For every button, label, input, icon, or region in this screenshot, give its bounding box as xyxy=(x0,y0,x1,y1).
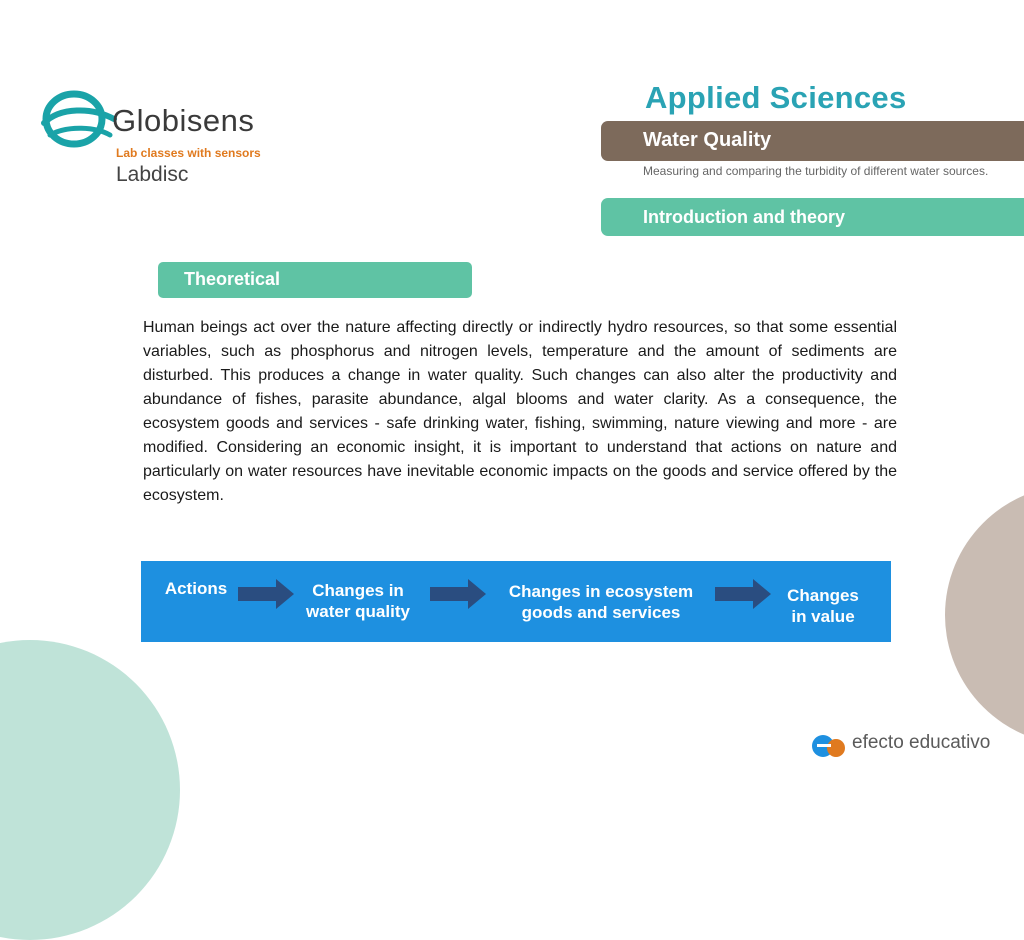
flow-step-value xyxy=(771,585,875,627)
flow-step-actions xyxy=(151,578,241,599)
category-title: Applied Sciences xyxy=(645,80,907,115)
theoretical-heading: Theoretical xyxy=(184,269,281,289)
flow-step-line: in value xyxy=(791,607,855,626)
decorative-circle-right xyxy=(945,485,1024,745)
globisens-logo xyxy=(40,85,280,195)
page-title: Water Quality xyxy=(643,129,772,151)
flow-step-line: water quality xyxy=(306,602,410,621)
page-subtitle: Measuring and comparing the turbidity of different water sources. xyxy=(643,164,989,178)
flow-step-line: Changes in ecosystem xyxy=(508,582,694,601)
brand-tagline: Lab classes with sensors xyxy=(116,146,261,160)
decorative-circle-left xyxy=(0,640,180,940)
brand-name: Globisens xyxy=(112,103,255,138)
flow-step-line: goods and services xyxy=(521,603,681,622)
flow-step-line: Changes xyxy=(787,586,859,605)
product-name: Labdisc xyxy=(116,163,189,186)
flow-diagram xyxy=(141,561,891,642)
section-label: Introduction and theory xyxy=(643,207,845,227)
publisher-name: efecto educativo xyxy=(852,732,991,753)
flow-step-line: Actions xyxy=(164,579,228,598)
flow-step-water-quality xyxy=(293,580,423,622)
efecto-educativo-logo xyxy=(810,730,1010,760)
arrow-right-icon xyxy=(430,578,488,610)
globisens-swirl-icon xyxy=(40,85,120,165)
arrow-right-icon xyxy=(238,578,296,610)
body-paragraph: Human beings act over the nature affecting directly or indirectly hydro resources, so that some essential variables, such as phosphorus and nitrogen levels, temperature and the amount of sediments are disturbed. This produces a change in water quality. Such changes can also alter the productivity and abundance of fishes, parasite abundance, algal blooms and water clarity. As a consequence, the ecosystem goods and services - safe drinking water, fishing, swimming, nature viewing and more - are modified. Considering an economic insight, it is important to understand that actions on nature and particularly on water resources have inevitable economic impacts on the goods and service offered by the ecosystem. xyxy=(143,319,897,504)
flow-step-ecosystem xyxy=(491,581,711,623)
arrow-right-icon xyxy=(715,578,773,610)
efecto-educativo-mark-icon xyxy=(810,730,850,760)
flow-step-line: Changes in xyxy=(312,581,404,600)
